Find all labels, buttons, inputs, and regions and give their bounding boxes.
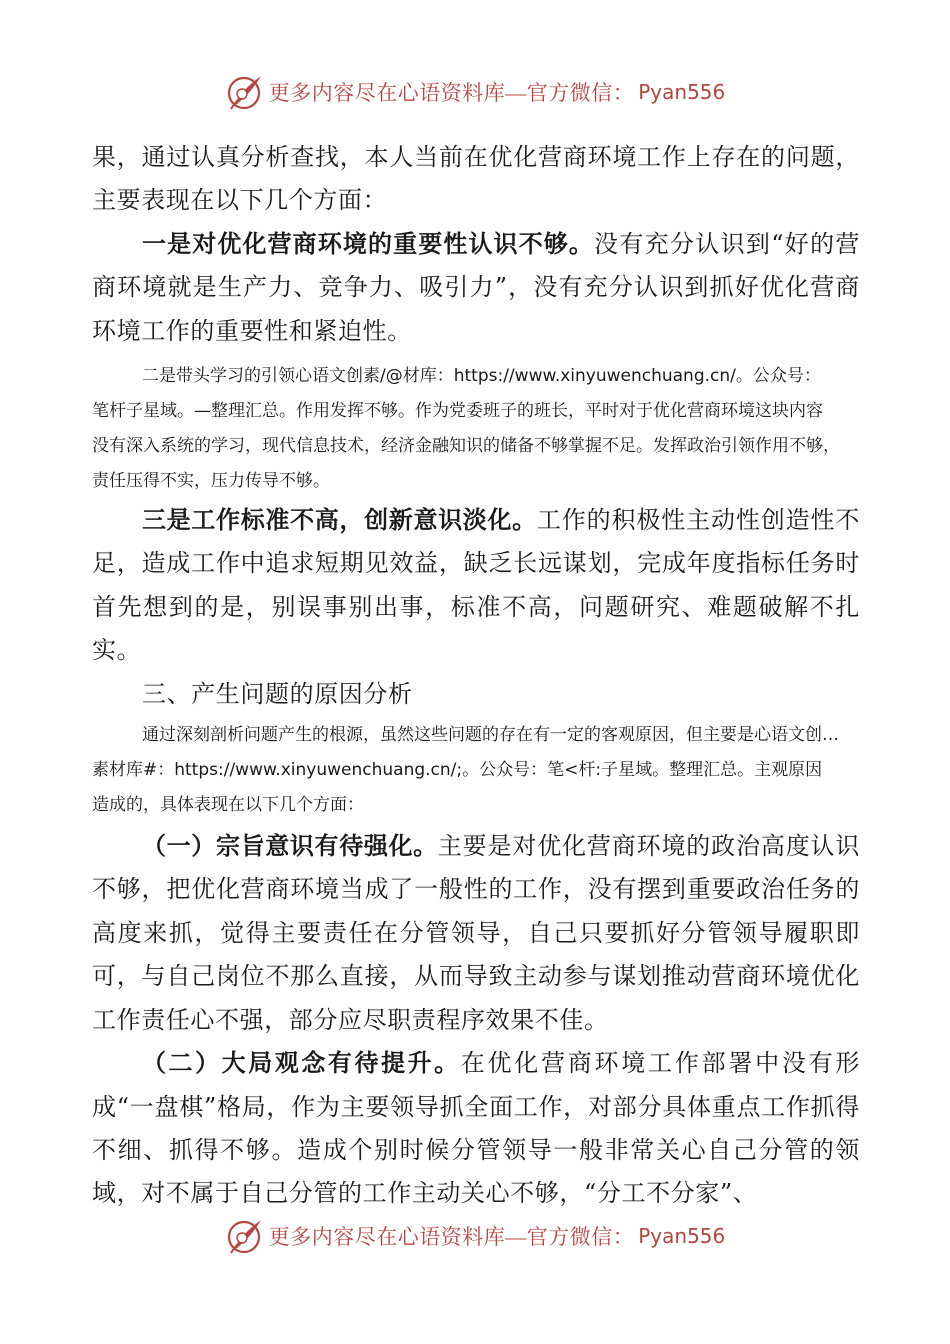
paragraph-point-one: [92, 223, 860, 353]
footer-wechat-id: Pyan556: [638, 1224, 726, 1248]
footer-banner-text: 更多内容尽在心语资料库—官方微信：: [268, 1225, 635, 1249]
text-point-one: 没有充分认识到“好的营商环境就是生产力、竞争力、吸引力”，没有充分认识到抓好优化营商环境工作的重要性和紧迫性。: [92, 229, 860, 345]
cause-intro-line-3: 造成的，具体表现在以下几个方面：: [92, 795, 364, 816]
quill-logo-icon: [225, 1216, 265, 1256]
point-two-line-2: 笔杆子星域。—整理汇总。作用发挥不够。作为党委班子的班长，平时对于优化营商环境这块内容: [92, 401, 823, 422]
header-banner: [0, 70, 950, 114]
header-wechat-id: Pyan556: [638, 80, 726, 104]
cause-intro-line-1: 通过深刻剖析问题产生的根源，虽然这些问题的存在有一定的客观原因，但主要是心语文创…: [142, 725, 839, 746]
heading-cause-one: （一）宗旨意识有待强化。: [142, 832, 438, 861]
heading-point-three: 三是工作标准不高，创新意识淡化。: [142, 506, 537, 535]
paragraph-cause-two: [92, 1042, 860, 1216]
footer-banner: [0, 1214, 950, 1258]
heading-cause-two: （二）大局观念有待提升。: [142, 1049, 461, 1078]
cause-intro-line-2: 素材库#：https://www.xinyuwenchuang.cn/;。公众号：笔<杆:子星域。整理汇总。主观原因: [92, 760, 823, 781]
paragraph-point-three: [92, 499, 860, 673]
paragraph-cause-intro: [92, 718, 860, 823]
paragraph-intro: 果，通过认真分析查找，本人当前在优化营商环境工作上存在的问题，主要表现在以下几个方面：: [92, 143, 860, 215]
point-two-line-3: 没有深入系统的学习，现代信息技术，经济金融知识的储备不够掌握不足。发挥政治引领作用不够，: [92, 436, 840, 457]
text-cause-two: 在优化营商环境工作部署中没有形成“一盘棋”格局，作为主要领导抓全面工作，对部分具体重点工作抓得不细、抓得不够。造成个别时候分管领导一般非常关心自己分管的领域，对不属于自己分管的工作主动关心不够，“分工不分家”、: [92, 1049, 860, 1208]
header-banner-text: 更多内容尽在心语资料库—官方微信：: [268, 81, 635, 105]
quill-logo-icon: [225, 72, 265, 112]
text-cause-one: 主要是对优化营商环境的政治高度认识不够，把优化营商环境当成了一般性的工作，没有摆到重要政治任务的高度来抓，觉得主要责任在分管领导，自己只要抓好分管领导履职即可，与自己岗位不那么直接，从而导致主动参与谋划推动营商环境优化工作责任心不强，部分应尽职责程序效果不佳。: [92, 832, 860, 1034]
point-two-line-4: 责任压得不实，压力传导不够。: [92, 471, 330, 492]
point-two-line-1: 二是带头学习的引领心语文创素/@材库：https://www.xinyuwenchuang.cn/。公众号：: [142, 366, 821, 387]
section-heading-causes: 三、产生问题的原因分析: [142, 679, 413, 708]
paragraph-point-two: [92, 359, 860, 499]
document-body: [92, 136, 860, 1216]
paragraph-cause-one: [92, 825, 860, 1042]
text-point-three: 工作的积极性主动性创造性不足，造成工作中追求短期见效益，缺乏长远谋划，完成年度指标任务时首先想到的是，别误事别出事，标准不高，问题研究、难题破解不扎实。: [92, 506, 860, 665]
heading-point-one: 一是对优化营商环境的重要性认识不够。: [142, 229, 595, 258]
